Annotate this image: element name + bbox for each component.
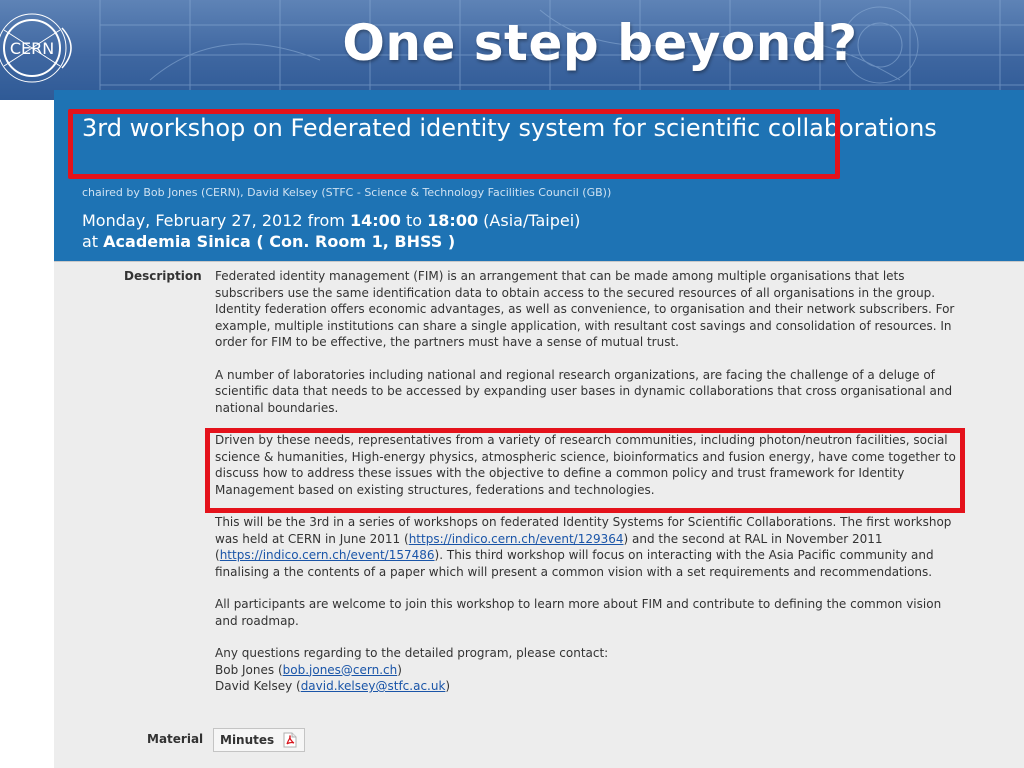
paragraph-4-text-c: ). This third workshop will focus on interacting with the Asia Pacific community and finalising a the contents of a paper which will present a common vision with a set requirements and recommendations. [215, 548, 934, 579]
contact-1-close: ) [397, 662, 402, 677]
slide-title: One step beyond? [342, 14, 858, 72]
slide-banner [0, 0, 1024, 100]
description-label: Description [124, 269, 202, 283]
start-time: 14:00 [349, 211, 401, 230]
contact-2-name: David Kelsey ( [215, 679, 301, 693]
title-highlight-box [68, 109, 840, 179]
description-paragraph-6: Any questions regarding to the detailed program, please contact: [215, 646, 609, 660]
contact-david-kelsey [215, 678, 960, 695]
contact-bob-jones [215, 662, 960, 679]
end-time: 18:00 [427, 211, 479, 230]
paragraph-highlight-box [205, 428, 965, 513]
contact-1-name: Bob Jones ( [215, 662, 283, 677]
event-title: 3rd workshop on Federated identity system for scientific collaborations [82, 114, 937, 142]
paragraph-4-text-b: ) and the second at RAL in November 2011 ( [215, 531, 883, 562]
description-paragraph-4 [215, 514, 960, 580]
timezone: (Asia/Taipei) [478, 211, 581, 230]
paragraph-4-text-a: This will be the 3rd in a series of workshops on federated Identity Systems for Scientific Collaborations. The first workshop was held at CERN in June 2011 ( [215, 515, 952, 546]
cern-logo-text: CERN [9, 39, 55, 58]
date-prefix: Monday, February 27, 2012 from [82, 211, 350, 230]
description-paragraph-2: A number of laboratories including national and regional research organizations, are facing the challenge of a deluge of scientific data that needs to be accessed by expanding user bases in dynamic collaborations that cross organisational and national boundaries. [215, 367, 953, 415]
material-label: Material [147, 732, 204, 746]
cern-logo [0, 10, 96, 86]
event-page [54, 90, 1024, 768]
event-date-location [82, 210, 580, 252]
pdf-icon[interactable] [282, 732, 298, 748]
header-divider [54, 261, 1024, 262]
workshop-2-link[interactable]: https://indico.cern.ch/event/157486 [219, 548, 435, 562]
workshop-1-link[interactable]: https://indico.cern.ch/event/129364 [408, 531, 624, 546]
contact-2-close: ) [445, 679, 451, 693]
description-paragraph-3: Driven by these needs, representatives from a variety of research communities, including photon/neutron facilities, social science & humanities, High-energy physics, atmospheric science, bioinformatics and fusion energy, have come together to discuss how to address these issues with the objective to define a common policy and trust framework for Identity Management based on existing structures, federations and technologies. [215, 433, 956, 497]
description-paragraph-1: Federated identity management (FIM) is an arrangement that can be made among multiple organisations that lets subscribers use the same identification data to obtain access to the secured resources of all organisations in the group. Identity federation offers economic advantages, as well as convenience, to organisation and their network subscribers. For example, multiple institutions can share a single application, with resultant cost savings and consolidation of resources. In order for FIM to be effective, the partners must have a sense of mutual trust. [215, 269, 955, 349]
event-header [54, 90, 1024, 261]
minutes-button[interactable] [213, 728, 305, 752]
contact-1-email-link[interactable]: bob.jones@cern.ch [282, 662, 398, 677]
contact-2-email-link[interactable]: david.kelsey@stfc.ac.uk [300, 679, 446, 693]
location-prefix: at [82, 232, 104, 251]
event-location: Academia Sinica ( Con. Room 1, BHSS ) [103, 232, 456, 251]
date-to: to [400, 211, 428, 230]
event-chairs: chaired by Bob Jones (CERN), David Kelsey (STFC - Science & Technology Facilities Council (GB)) [82, 186, 612, 199]
description-paragraph-5: All participants are welcome to join this workshop to learn more about FIM and contribute to defining the common vision and roadmap. [215, 597, 942, 628]
minutes-label: Minutes [220, 733, 275, 747]
